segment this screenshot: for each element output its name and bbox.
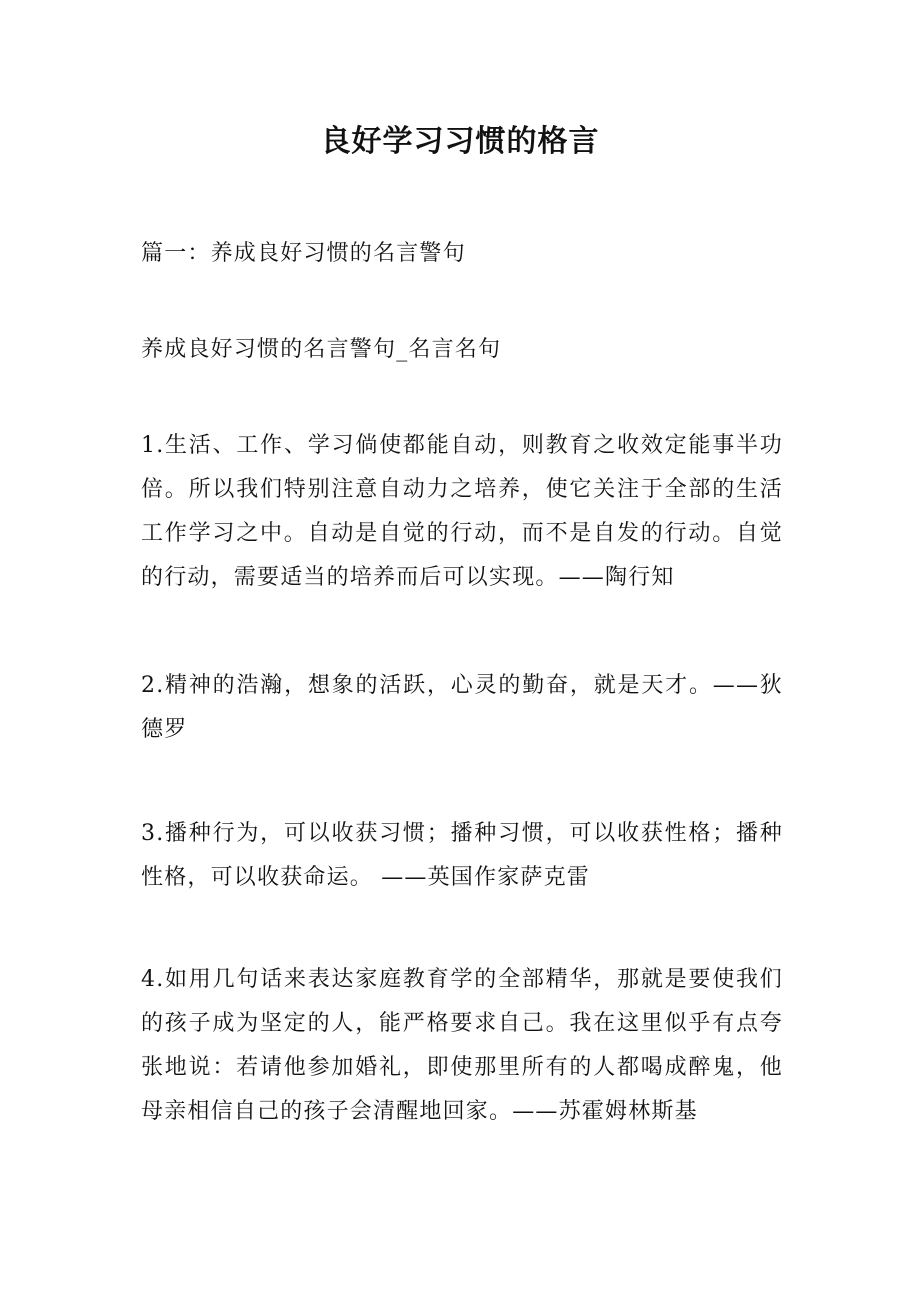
quote-paragraph-1: 1.生活、工作、学习倘使都能自动，则教育之收效定能事半功倍。所以我们特别注意自动力之培养，使它关注于全部的生活工作学习之中。自动是自觉的行动，而不是自发的行动。自觉的行动，需要适当的培养而后可以实现。——陶行知	[141, 433, 783, 590]
subheading: 养成良好习惯的名言警句_名言名句	[141, 337, 502, 362]
section-heading: 篇一：养成良好习惯的名言警句	[141, 241, 466, 266]
quote-paragraph-4: 4.如用几句话来表达家庭教育学的全部精华，那就是要使我们的孩子成为坚定的人，能严格要求自己。我在这里似乎有点夸张地说：若请他参加婚礼，即使那里所有的人都喝成醉鬼，他母亲相信自己的孩子会清醒地回家。——苏霍姆林斯基	[141, 967, 783, 1124]
document-title: 良好学习习惯的格言	[320, 124, 600, 159]
quote-paragraph-2: 2.精神的浩瀚，想象的活跃，心灵的勤奋，就是天才。——狄德罗	[141, 673, 783, 742]
quote-paragraph-3: 3.播种行为，可以收获习惯；播种习惯，可以收获性格；播种性格，可以收获命运。 ——英国作家萨克雷	[141, 821, 783, 890]
